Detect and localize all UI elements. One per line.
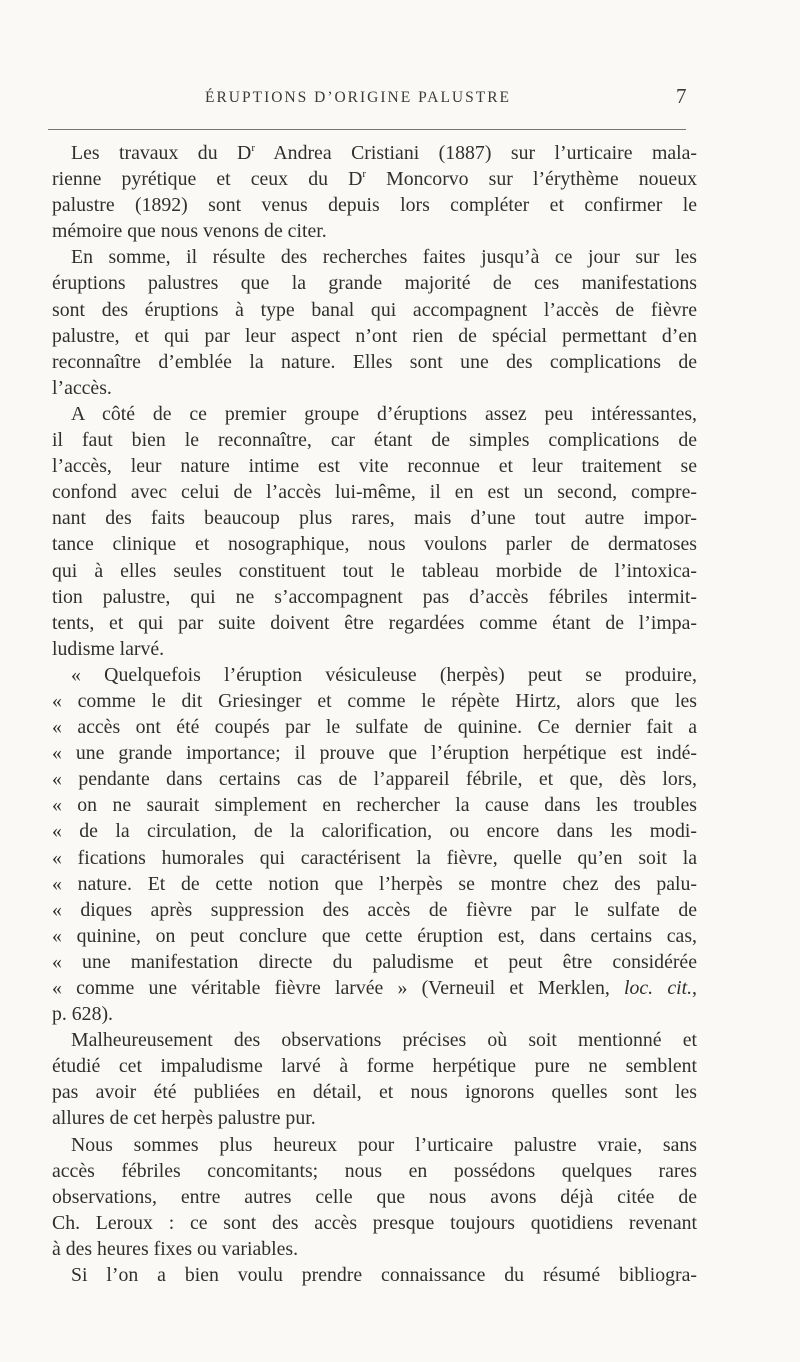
text-line: Si l’on a bien voulu prendre connaissance du résumé bibliogra- bbox=[71, 1264, 697, 1287]
text-line: Nous sommes plus heureux pour l’urticaire palustre vraie, sans bbox=[71, 1133, 697, 1156]
quote-line: « quinine, on peut conclure que cette éruption est, dans certains cas, bbox=[52, 924, 697, 947]
text-line: Les travaux du $D^r$ Andrea Cristiani (1887) sur l’urticaire mala- bbox=[71, 142, 697, 164]
quote-line: « Quelquefois l’éruption vésiculeuse (herpès) peut se produire, bbox=[71, 663, 697, 686]
text-line: A côté de ce premier groupe d’éruptions assez peu intéressantes, bbox=[71, 402, 697, 425]
text-line: qui à elles seules constituent tout le tableau morbide de l’intoxica- bbox=[52, 559, 697, 582]
quote-line: « une manifestation directe du paludisme et peut être considérée bbox=[52, 950, 697, 973]
text-line: Ch. Leroux : ce sont des accès presque toujours quotidiens revenant bbox=[52, 1211, 697, 1234]
text-line: allures de cet herpès palustre pur. bbox=[52, 1107, 316, 1130]
text-line: En somme, il résulte des recherches faites jusqu’à ce jour sur les bbox=[71, 246, 697, 269]
quote-line: « pendante dans certains cas de l’appareil fébrile, et que, dès lors, bbox=[52, 768, 697, 791]
text-line: il faut bien le reconnaître, car étant de simples complications de bbox=[52, 429, 697, 452]
text-line: reconnaître d’emblée la nature. Elles sont une des complications de bbox=[52, 350, 697, 373]
text-line: tance clinique et nosographique, nous voulons parler de dermatoses bbox=[52, 533, 697, 556]
text-line: ludisme larvé. bbox=[52, 637, 165, 660]
text-line: étudié cet impaludisme larvé à forme herpétique pure ne semblent bbox=[52, 1055, 697, 1078]
text-line: nant des faits beaucoup plus rares, mais d’une tout autre impor- bbox=[52, 507, 697, 530]
text-line: rienne pyrétique et ceux du $D^r$ Moncorvo sur l’érythème noueux bbox=[52, 168, 697, 191]
text-line: observations, entre autres celle que nous avons déjà citée de bbox=[52, 1185, 697, 1208]
body-text bbox=[52, 140, 697, 1288]
text-line: mémoire que nous venons de citer. bbox=[52, 220, 327, 243]
text-line: l’accès. bbox=[52, 376, 112, 399]
text-line: l’accès, leur nature intime est vite reconnue et leur traitement se bbox=[52, 455, 697, 478]
quote-line: « fications humorales qui caractérisent la fièvre, quelle qu’en soit la bbox=[52, 846, 697, 869]
header-rule bbox=[48, 129, 686, 130]
quote-line: « diques après suppression des accès de fièvre par le sulfate de bbox=[52, 898, 697, 921]
text-line: confond avec celui de l’accès lui-même, il en est un second, compre- bbox=[52, 481, 697, 504]
text-line: palustre, et qui par leur aspect n’ont rien de spécial permettant d’en bbox=[52, 324, 697, 347]
text-line: Malheureusement des observations précises où soit mentionné et bbox=[71, 1029, 697, 1052]
quote-line: « on ne saurait simplement en rechercher la cause dans les troubles bbox=[52, 794, 697, 817]
text-line: palustre (1892) sont venus depuis lors compléter et confirmer le bbox=[52, 194, 697, 217]
citation-italic: loc. cit. bbox=[624, 977, 693, 999]
page-number: 7 bbox=[676, 84, 687, 108]
text-line: éruptions palustres que la grande majorité de ces manifestations bbox=[52, 272, 697, 295]
quote-line: « une grande importance; il prouve que l’éruption herpétique est indé- bbox=[52, 742, 697, 765]
text-line: sont des éruptions à type banal qui accompagnent l’accès de fièvre bbox=[52, 298, 697, 321]
quote-line: « comme le dit Griesinger et comme le répète Hirtz, alors que les bbox=[52, 689, 697, 712]
running-head: ÉRUPTIONS D’ORIGINE PALUSTRE bbox=[205, 89, 512, 106]
quote-line: « comme une véritable fièvre larvée » (Verneuil et Merklen, loc. cit., bbox=[52, 977, 697, 999]
text-line: à des heures fixes ou variables. bbox=[52, 1237, 299, 1260]
text-line: tents, et qui par suite doivent être regardées comme étant de l’impa- bbox=[52, 611, 697, 634]
quote-line: « accès ont été coupés par le sulfate de quinine. Ce dernier fait a bbox=[52, 716, 697, 739]
quote-line: « nature. Et de cette notion que l’herpès se montre chez des palu- bbox=[52, 872, 697, 895]
quote-line: « de la circulation, de la calorification, ou encore dans les modi- bbox=[52, 820, 697, 843]
text-line: accès fébriles concomitants; nous en possédons quelques rares bbox=[52, 1159, 697, 1182]
text-line: p. 628). bbox=[52, 1003, 113, 1026]
text-line: pas avoir été publiées en détail, et nous ignorons quelles sont les bbox=[52, 1081, 697, 1104]
text-line: tion palustre, qui ne s’accompagnent pas d’accès fébriles intermit- bbox=[52, 585, 697, 608]
